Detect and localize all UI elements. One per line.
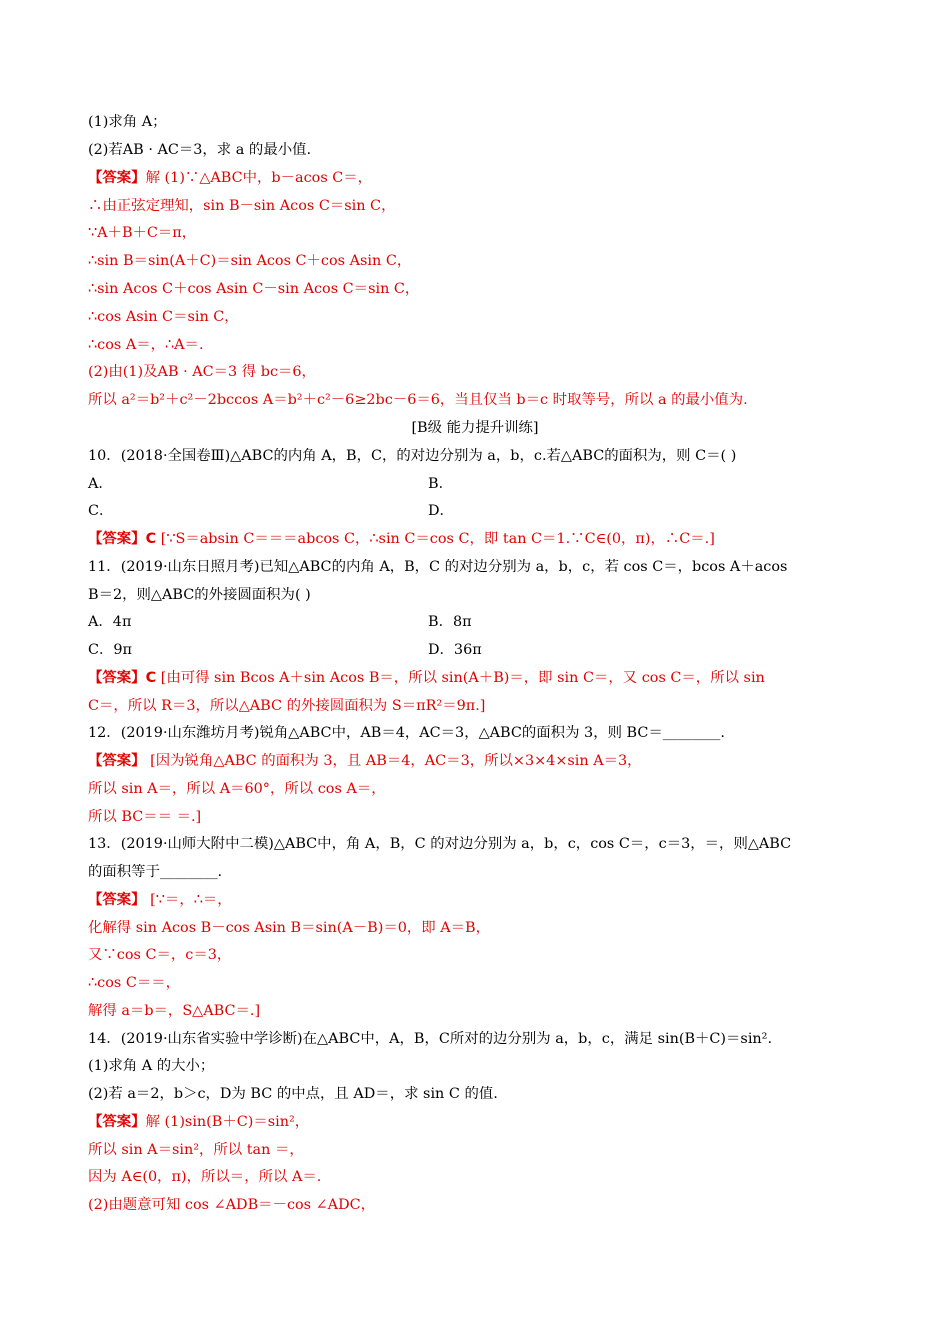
line-text: 11．(2019·山东日照月考)已知△ABC的内角 A，B，C 的对边分别为 a，b，c，若 cos C＝，bcos A＋acos — [88, 559, 788, 575]
line-text: (2)若 a＝2，b＞c，D为 BC 的中点，且 AD＝，求 sin C 的值. — [88, 1086, 498, 1102]
text-line — [88, 696, 485, 716]
line-text: [∵S＝absin C＝＝＝abcos C，∴sin C＝cos C，即 tan C＝1.∵C∈(0，π)，∴C＝.] — [156, 531, 715, 547]
line-text: [B级 能力提升训练] — [411, 420, 539, 436]
line-text: (2)由(1)及AB · AC＝3 得 bc＝6， — [88, 364, 316, 380]
line-text: C＝，所以 R＝3，所以△ABC 的外接圆面积为 S＝πR²＝9π.] — [88, 698, 486, 714]
text-line — [88, 668, 765, 688]
text-line — [88, 612, 131, 632]
line-text: C．9π — [88, 642, 133, 658]
line-text: D． — [428, 503, 454, 519]
line-text: A．4π — [88, 614, 132, 630]
text-line — [88, 390, 748, 410]
line-text: D．36π — [428, 642, 482, 658]
line-text: (2)若AB · AC＝3，求 a 的最小值. — [88, 142, 312, 158]
line-text: 12．(2019·山东潍坊月考)锐角△ABC中，AB＝4，AC＝3，△ABC的面积为 3，则 BC＝________. — [88, 725, 725, 741]
line-text: 的面积等于________. — [88, 864, 223, 880]
text-line — [428, 640, 482, 660]
text-line — [88, 223, 196, 243]
line-text: [∵＝，∴＝， — [145, 892, 232, 908]
text-line — [88, 1112, 309, 1132]
text-line — [88, 807, 201, 827]
line-text: (1)求角 A 的大小； — [88, 1058, 215, 1074]
line-text: 解 (1)∵△ABC中，b－acos C＝， — [145, 170, 373, 186]
text-line — [88, 112, 167, 132]
text-line — [88, 140, 311, 160]
line-text: (2)由题意可知 cos ∠ADB＝－cos ∠ADC， — [88, 1197, 376, 1213]
text-line — [88, 196, 395, 216]
text-line — [88, 918, 490, 938]
text-line — [88, 890, 232, 910]
line-text: 所以 sin A＝sin²，所以 tan ＝， — [88, 1142, 304, 1158]
text-line — [88, 362, 316, 382]
line-text: 10．(2018·全国卷Ⅲ)△ABC的内角 A，B，C，的对边分别为 a，b，c.若△ABC的面积为，则 C＝( ) — [88, 448, 737, 464]
text-line — [0, 418, 950, 438]
line-text: 14．(2019·山东省实验中学诊断)在△ABC中，A，B，C所对的边分别为 a，b，c，满足 sin(B＋C)＝sin². — [88, 1031, 773, 1047]
line-text: 解得 a＝b＝，S△ABC＝.] — [88, 1003, 261, 1019]
text-line — [88, 1029, 772, 1049]
line-text: 所以 BC＝＝ ＝.] — [88, 809, 202, 825]
line-text: ∵A＋B＋C＝π， — [88, 225, 197, 241]
answer-tag: 【答案】 — [88, 753, 146, 769]
text-line — [88, 779, 386, 799]
text-line — [88, 168, 372, 188]
answer-tag: 【答案】 — [88, 892, 146, 908]
text-line — [88, 279, 419, 299]
line-text: B＝2，则△ABC的外接圆面积为( ) — [88, 587, 311, 603]
answer-tag: 【答案】C — [88, 670, 157, 686]
text-line — [88, 585, 311, 605]
line-text: 13．(2019·山师大附中二模)△ABC中，角 A，B，C 的对边分别为 a，b，c，cos C＝，c＝3，＝，则△ABC — [88, 836, 792, 852]
line-text: ∴sin Acos C＋cos Asin C－sin Acos C＝sin C， — [88, 281, 420, 297]
line-text: ∴cos C＝＝， — [88, 975, 181, 991]
answer-tag: 【答案】C — [88, 531, 157, 547]
line-text: C． — [88, 503, 114, 519]
answer-tag: 【答案】 — [88, 170, 146, 186]
text-line — [88, 723, 725, 743]
text-line — [88, 557, 787, 577]
text-line — [428, 474, 453, 494]
text-line — [88, 751, 642, 771]
answer-tag: 【答案】 — [88, 1114, 146, 1130]
line-text: ∴由正弦定理知，sin B－sin Acos C＝sin C， — [88, 198, 396, 214]
text-line — [88, 862, 222, 882]
line-text: ∴cos Asin C＝sin C， — [88, 309, 239, 325]
line-text: ∴sin B＝sin(A＋C)＝sin Acos C＋cos Asin C， — [88, 253, 412, 269]
line-text: 因为 A∈(0，π)，所以＝，所以 A＝. — [88, 1169, 322, 1185]
text-line — [88, 1140, 304, 1160]
text-line — [88, 1056, 214, 1076]
line-text: (1)求角 A； — [88, 114, 167, 130]
line-text: 又∵cos C＝，c＝3， — [88, 947, 232, 963]
line-text: B． — [428, 476, 453, 492]
text-line — [88, 1084, 498, 1104]
line-text: [由可得 sin Bcos A＋sin Acos B＝，所以 sin(A＋B)＝，即 sin C＝，又 cos C＝，所以 sin — [156, 670, 765, 686]
text-line — [88, 1167, 321, 1187]
line-text: 所以 a²＝b²＋c²－2bccos A＝b²＋c²－6≥2bc－6＝6，当且仅当 b＝c 时取等号，所以 a 的最小值为. — [88, 392, 748, 408]
text-line — [88, 834, 791, 854]
text-line — [88, 945, 231, 965]
text-line — [88, 973, 180, 993]
line-text: ∴cos A＝，∴A＝. — [88, 337, 204, 353]
text-line — [88, 307, 239, 327]
text-line — [428, 501, 454, 521]
text-line — [88, 474, 113, 494]
text-line — [88, 251, 411, 271]
text-line — [88, 1195, 375, 1215]
line-text: 化解得 sin Acos B－cos Asin B＝sin(A－B)＝0，即 A＝B， — [88, 920, 490, 936]
line-text: [因为锐角△ABC 的面积为 3，且 AB＝4，AC＝3，所以×3×4×sin A＝3， — [145, 753, 642, 769]
line-text: B．8π — [428, 614, 472, 630]
text-line — [88, 335, 204, 355]
text-line — [88, 640, 132, 660]
text-line — [88, 446, 736, 466]
line-text: A． — [88, 476, 113, 492]
line-text: 所以 sin A＝，所以 A＝60°，所以 cos A＝， — [88, 781, 386, 797]
text-line — [88, 1001, 260, 1021]
text-line — [428, 612, 472, 632]
text-line — [88, 529, 715, 549]
text-line — [88, 501, 113, 521]
line-text: 解 (1)sin(B＋C)＝sin²， — [145, 1114, 310, 1130]
